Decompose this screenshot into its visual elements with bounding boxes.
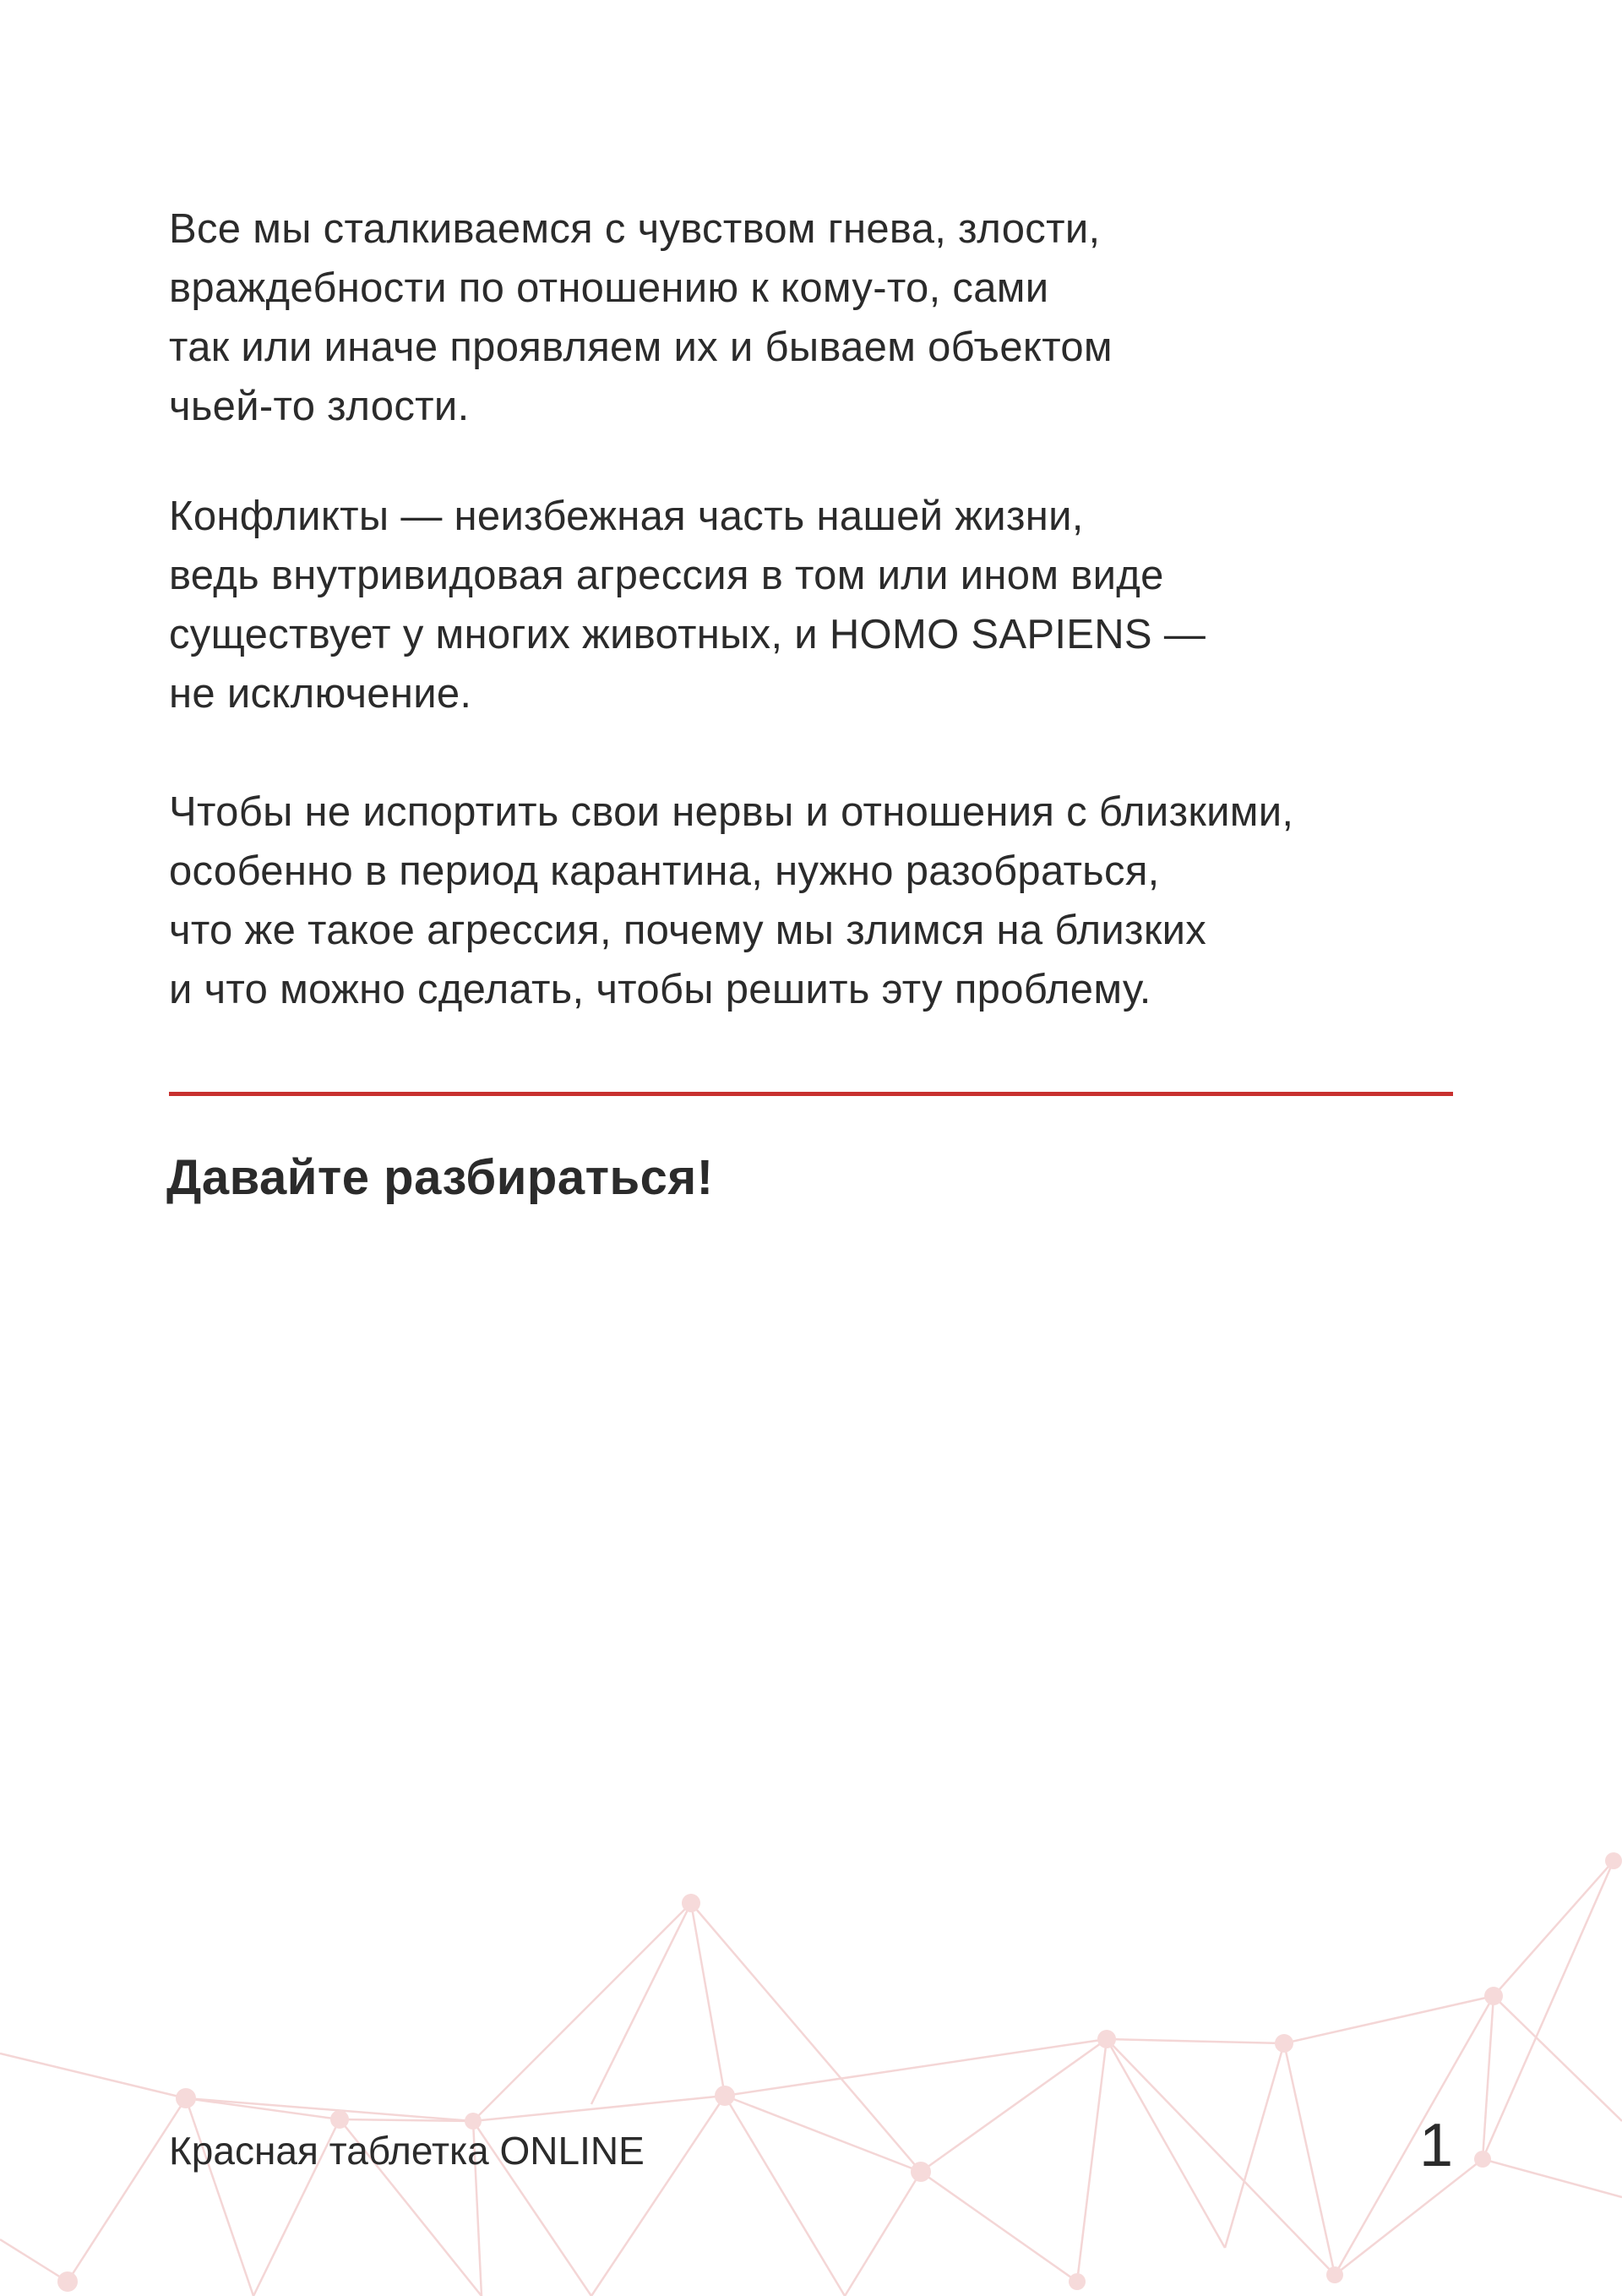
- divider-line: [169, 1092, 1453, 1096]
- paragraph-intro: Все мы сталкиваемся с чувством гнева, злости, враждебности по отношению к кому-то, сами так или иначе проявляем их и бываем объектом чьей-то злости.: [169, 206, 1113, 429]
- paragraph-quarantine: Чтобы не испортить свои нервы и отношения с близкими, особенно в период карантина, нужно разобраться, что же такое агрессия, почему мы злимся на близких и что можно сделать, чтобы решить эту проблему.: [169, 789, 1294, 1012]
- paragraph-conflicts: Конфликты — неизбежная часть нашей жизни, ведь внутривидовая агрессия в том или ином виде существует у многих животных, и HOMO SAPIENS — не исключение.: [169, 494, 1206, 717]
- network-decoration: [0, 1842, 1622, 2296]
- page-number: 1: [1418, 2112, 1453, 2179]
- footer-brand: Красная таблетка ONLINE: [169, 2129, 645, 2173]
- main-text: [169, 199, 1453, 1019]
- call-to-action-heading: Давайте разбираться!: [166, 1150, 714, 1205]
